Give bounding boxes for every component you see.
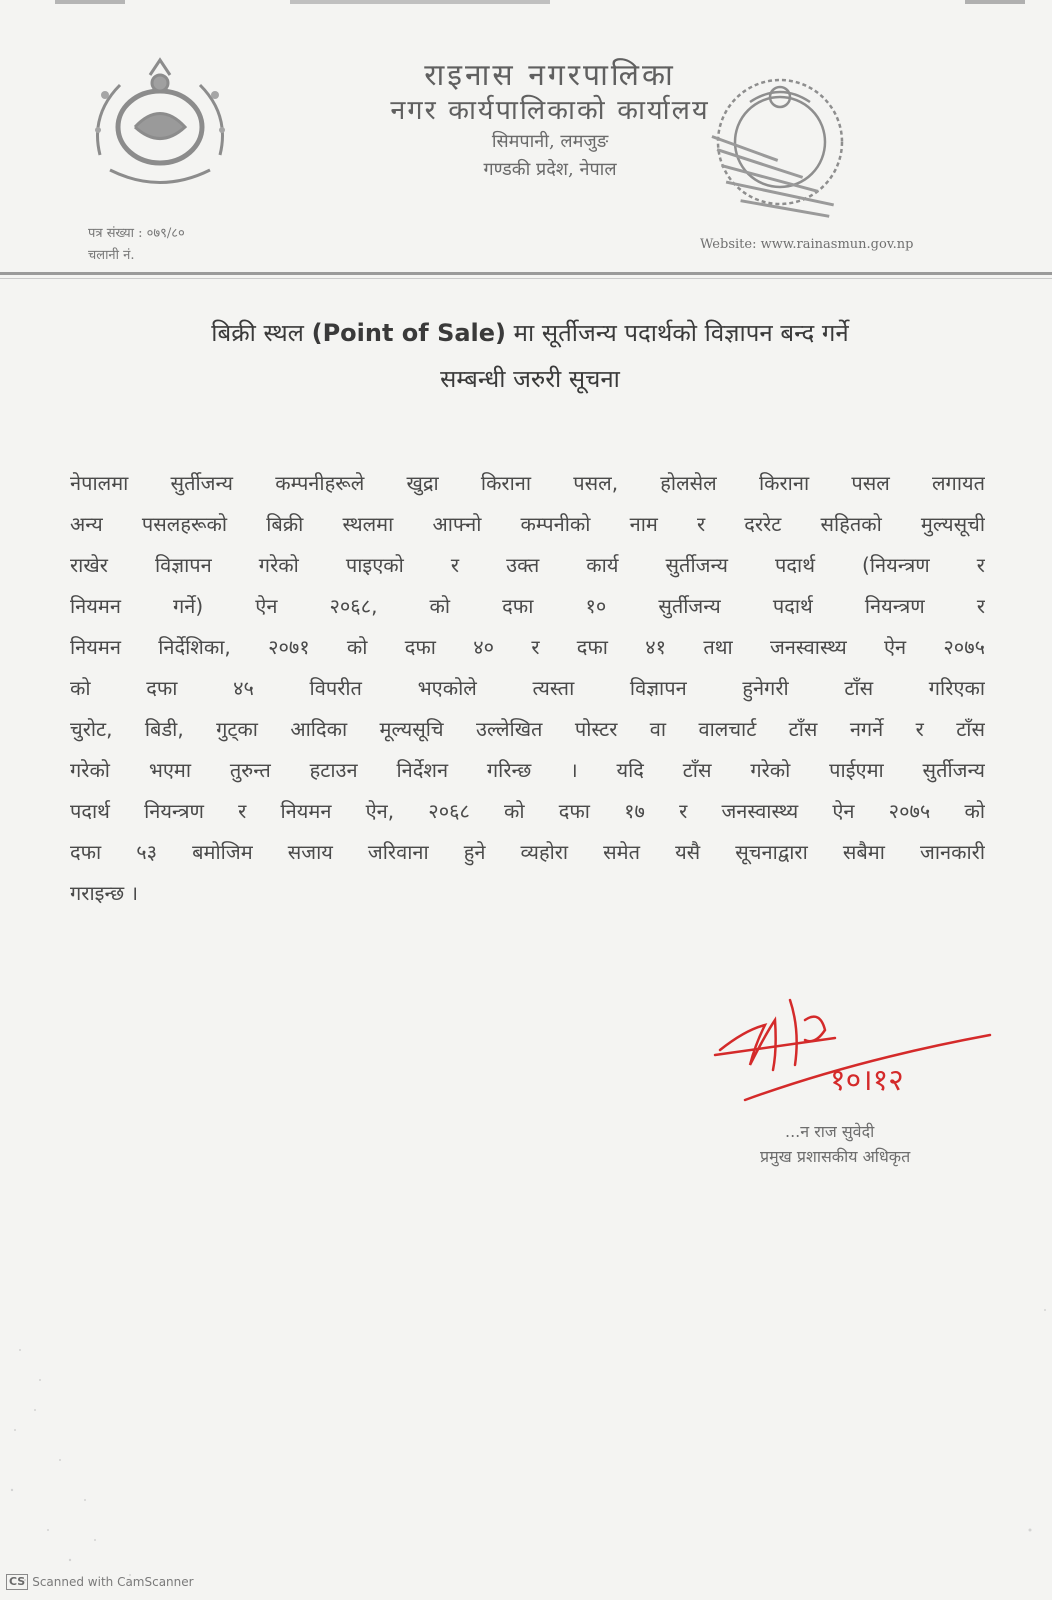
notice-body <box>70 463 985 914</box>
body-line: दफा ५३ बमोजिम सजाय जरिवाना हुने व्यहोरा समेत यसै सूचनाद्वारा सबैमा जानकारी <box>70 840 985 864</box>
title-line-1 <box>90 310 970 356</box>
scan-artifact-top <box>0 0 1052 12</box>
body-line: चुरोट, बिडी, गुट्का आदिका मूल्यसूचि उल्लेखित पोस्टर वा वालचार्ट टाँस नगर्ने र टाँस <box>70 717 985 741</box>
body-line: पदार्थ नियन्त्रण र नियमन ऐन, २०६८ को दफा १७ र जनस्वास्थ्य ऐन २०७५ को <box>70 799 985 823</box>
address-line-2: गण्डकी प्रदेश, नेपाल <box>483 159 617 180</box>
body-line: नियमन गर्ने) ऐन २०६८, को दफा १० सुर्तीजन्य पदार्थ नियन्त्रण र <box>70 594 985 618</box>
signer-designation: प्रमुख प्रशासकीय अधिकृत <box>760 1147 911 1166</box>
title-part-b: (Point of Sale) <box>311 319 507 347</box>
handwritten-signature <box>705 990 1005 1120</box>
camscanner-icon: CS <box>6 1574 28 1590</box>
header-divider <box>0 272 1052 275</box>
body-line: को दफा ४५ विपरीत भएकोले त्यस्ता विज्ञापन हुनेगरी टाँस गरिएका <box>70 676 985 700</box>
reference-block <box>88 223 185 267</box>
signer-name: ...न राज सुवेदी <box>785 1122 875 1141</box>
scanner-label: Scanned with CamScanner <box>32 1575 194 1589</box>
body-line: नियमन निर्देशिका, २०७१ को दफा ४० र दफा ४१ तथा जनस्वास्थ्य ऐन २०७५ <box>70 635 985 659</box>
scanner-footer <box>6 1574 194 1590</box>
title-part-a: बिक्री स्थल <box>211 319 312 347</box>
header-divider-thin <box>0 278 1052 279</box>
title-line-2: सम्बन्धी जरुरी सूचना <box>440 365 620 393</box>
signature-date: १०।१२ <box>830 1063 904 1098</box>
body-line: अन्य पसलहरूको बिक्री स्थलमा आफ्नो कम्पनीको नाम र दररेट सहितको मुल्यसूची <box>70 512 985 536</box>
organization-name: राइनास नगरपालिका <box>424 58 676 93</box>
scan-noise <box>0 1230 1052 1600</box>
address-line-1: सिमपानी, लमजुङ <box>491 131 609 152</box>
dispatch-number: चलानी नं. <box>88 248 135 263</box>
body-line: राखेर विज्ञापन गरेको पाइएको र उक्त कार्य सुर्तीजन्य पदार्थ (नियन्त्रण र <box>70 553 985 577</box>
title-part-c: मा सूर्तीजन्य पदार्थको विज्ञापन बन्द गर्ने <box>506 319 849 347</box>
letter-number: पत्र संख्या : ०७९/८० <box>88 226 185 241</box>
body-line: गराइन्छ । <box>70 881 139 905</box>
notice-title <box>90 310 970 402</box>
office-stamp-icon <box>670 52 870 242</box>
office-name: नगर कार्यपालिकाको कार्यालय <box>390 95 710 126</box>
body-line: गरेको भएमा तुरुन्त हटाउन निर्देशन गरिन्छ । यदि टाँस गरेको पाईएमा सुर्तीजन्य <box>70 758 985 782</box>
body-line: नेपालमा सुर्तीजन्य कम्पनीहरूले खुद्रा किराना पसल, होलसेल किराना पसल लगायत <box>70 471 985 495</box>
nepal-emblem-icon <box>80 55 240 195</box>
website-text: Website: www.rainasmun.gov.np <box>700 237 914 252</box>
